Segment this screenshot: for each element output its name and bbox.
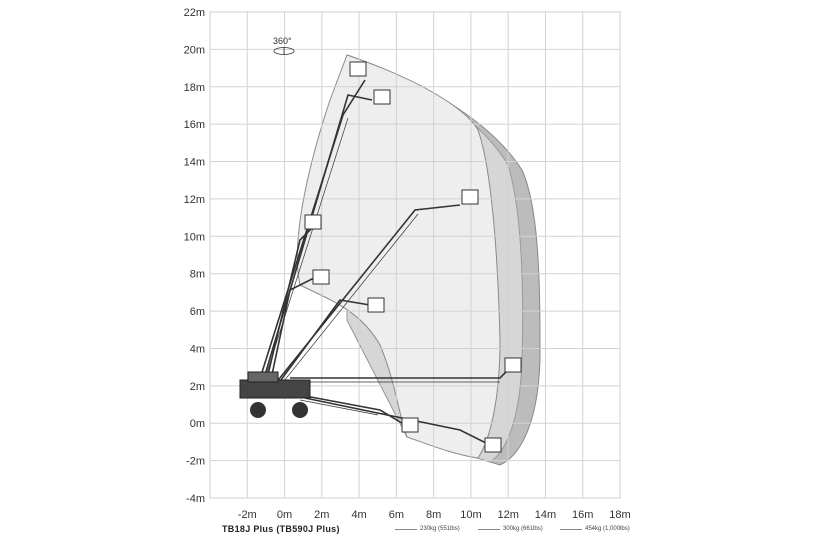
y-tick-label: 22m bbox=[183, 7, 205, 19]
y-tick-label: 12m bbox=[183, 193, 205, 206]
y-tick-label: 14m bbox=[183, 156, 205, 169]
y-tick-label: 6m bbox=[189, 306, 205, 319]
x-tick-label: 18m bbox=[609, 509, 631, 521]
y-tick-label: 16m bbox=[183, 119, 205, 132]
turntable bbox=[248, 372, 278, 382]
basket-icon bbox=[402, 418, 418, 432]
basket-icon bbox=[505, 358, 521, 372]
legend-item-230kg bbox=[395, 526, 460, 532]
x-tick-label: -2m bbox=[237, 509, 257, 521]
envelope-230kg bbox=[297, 55, 500, 458]
basket-icon bbox=[368, 298, 384, 312]
legend-label: 454kg (1,000lbs) bbox=[585, 526, 630, 532]
y-tick-label: 18m bbox=[183, 81, 205, 94]
y-tick-label: -4m bbox=[186, 493, 205, 505]
machine-chassis bbox=[240, 372, 310, 418]
y-axis bbox=[184, 7, 205, 505]
basket-icon bbox=[313, 270, 329, 284]
x-tick-label: 14m bbox=[534, 509, 557, 521]
basket-icon bbox=[305, 215, 321, 229]
legend-label: 300kg (661lbs) bbox=[503, 526, 543, 532]
wheel-icon bbox=[250, 402, 266, 418]
chassis-body bbox=[240, 380, 310, 398]
legend-swatch bbox=[395, 529, 417, 530]
y-tick-label: 4m bbox=[189, 343, 205, 356]
y-tick-label: 2m bbox=[189, 380, 205, 393]
x-tick-label: 12m bbox=[497, 509, 519, 521]
legend-item-454kg bbox=[560, 526, 630, 532]
y-tick-label: 10m bbox=[183, 231, 205, 244]
y-tick-label: -2m bbox=[186, 455, 205, 468]
basket-icon bbox=[350, 62, 366, 76]
x-tick-label: 0m bbox=[276, 509, 293, 521]
y-tick-label: 0m bbox=[189, 418, 205, 431]
x-tick-label: 16m bbox=[572, 509, 594, 521]
basket-icon bbox=[374, 90, 390, 104]
legend-label: 230kg (551lbs) bbox=[420, 526, 460, 532]
x-axis bbox=[238, 509, 631, 521]
rotation-indicator bbox=[273, 36, 294, 55]
wheel-icon bbox=[292, 402, 308, 418]
x-tick-label: 10m bbox=[460, 509, 482, 521]
x-tick-label: 6m bbox=[388, 509, 405, 521]
y-tick-label: 8m bbox=[189, 268, 205, 281]
y-tick-label: 20m bbox=[183, 44, 205, 57]
x-tick-label: 8m bbox=[425, 509, 442, 521]
basket-icon bbox=[462, 190, 478, 204]
rotation-label: 360° bbox=[273, 36, 292, 46]
basket-icon bbox=[485, 438, 501, 452]
legend-swatch bbox=[560, 529, 582, 530]
legend-item-300kg bbox=[478, 526, 543, 532]
x-tick-label: 2m bbox=[314, 509, 330, 521]
model-label: TB18J Plus (TB590J Plus) bbox=[222, 524, 340, 534]
x-tick-label: 4m bbox=[351, 509, 367, 521]
legend-swatch bbox=[478, 529, 500, 530]
